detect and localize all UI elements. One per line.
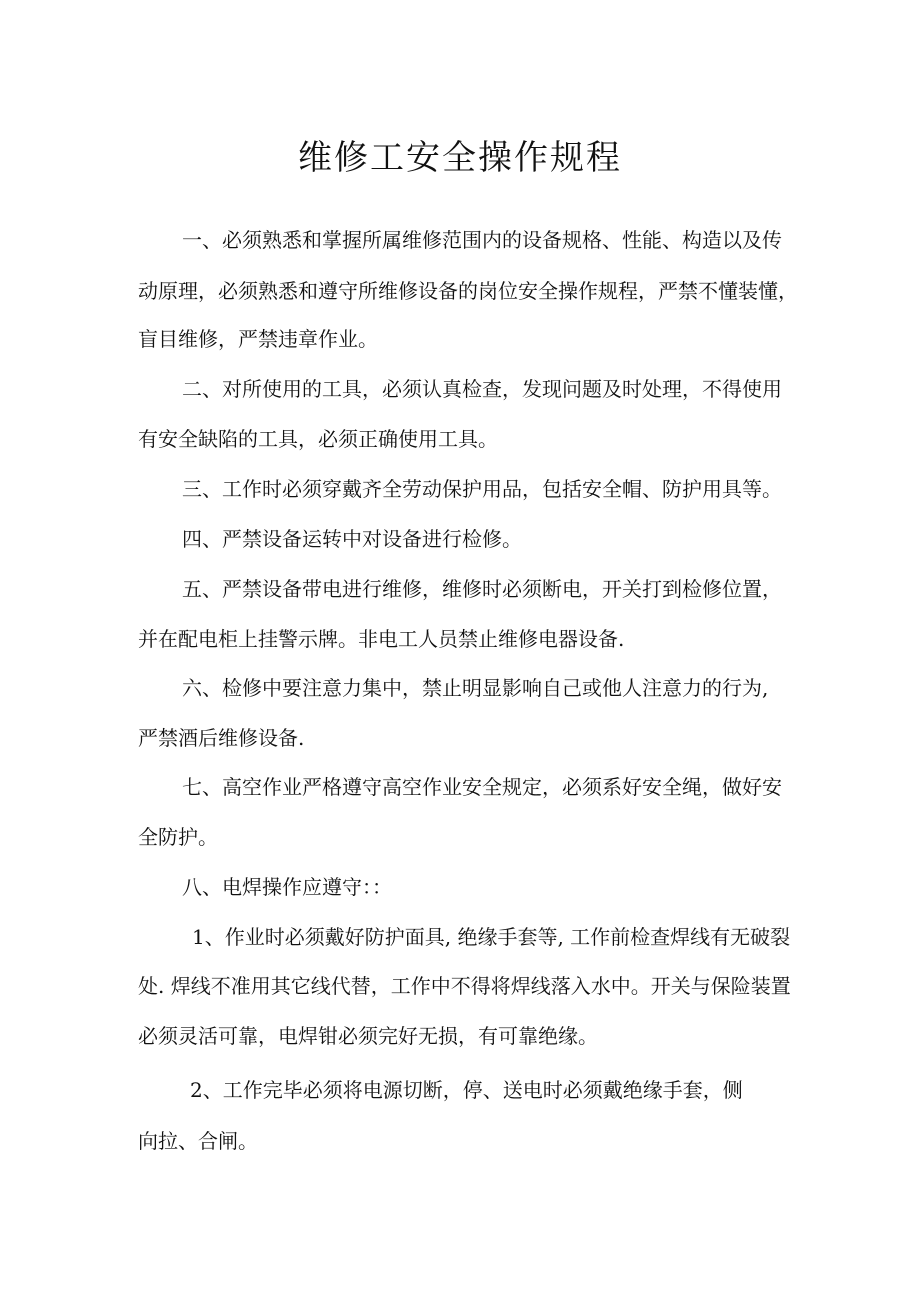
text-line: 八、电焊操作应遵守：： xyxy=(182,875,392,899)
text-line: 有安全缺陷的工具，必须正确使用工具。 xyxy=(138,427,498,451)
text-line: 并在配电柜上挂警示牌。非电工人员禁止维修电器设备. xyxy=(138,627,625,651)
text-line: 四、严禁设备运转中对设备进行检修。 xyxy=(182,527,522,551)
text-line: 处. 焊线不准用其它线代替，工作中不得将焊线落入水中。开关与保险装置 xyxy=(138,974,791,998)
text-line: 1、作业时必须戴好防护面具, 绝缘手套等, 工作前检查焊线有无破裂 xyxy=(192,925,791,949)
text-line: 六、检修中要注意力集中，禁止明显影响自己或他人注意力的行为, xyxy=(182,676,769,700)
text-line: 全防护。 xyxy=(138,825,218,849)
text-line: 盲目维修，严禁违章作业。 xyxy=(138,327,378,351)
text-line: 七、高空作业严格遵守高空作业安全规定，必须系好安全绳，做好安 xyxy=(182,775,782,799)
text-line: 2、工作完毕必须将电源切断，停、送电时必须戴绝缘手套，侧 xyxy=(190,1078,743,1102)
text-line: 严禁酒后维修设备. xyxy=(138,726,305,750)
text-line: 必须灵活可靠，电焊钳必须完好无损，有可靠绝缘。 xyxy=(138,1024,598,1048)
text-line: 动原理，必须熟悉和遵守所维修设备的岗位安全操作规程，严禁不懂装懂， xyxy=(138,279,798,303)
text-line: 向拉、合闸。 xyxy=(138,1129,258,1153)
text-line: 二、对所使用的工具，必须认真检查，发现问题及时处理，不得使用 xyxy=(182,377,782,401)
text-line: 五、严禁设备带电进行维修，维修时必须断电，开关打到检修位置， xyxy=(182,577,782,601)
text-line: 三、工作时必须穿戴齐全劳动保护用品，包括安全帽、防护用具等。 xyxy=(182,477,782,501)
text-line: 一、必须熟悉和掌握所属维修范围内的设备规格、性能、构造以及传 xyxy=(182,228,782,252)
document-title: 维修工安全操作规程 xyxy=(298,138,622,178)
